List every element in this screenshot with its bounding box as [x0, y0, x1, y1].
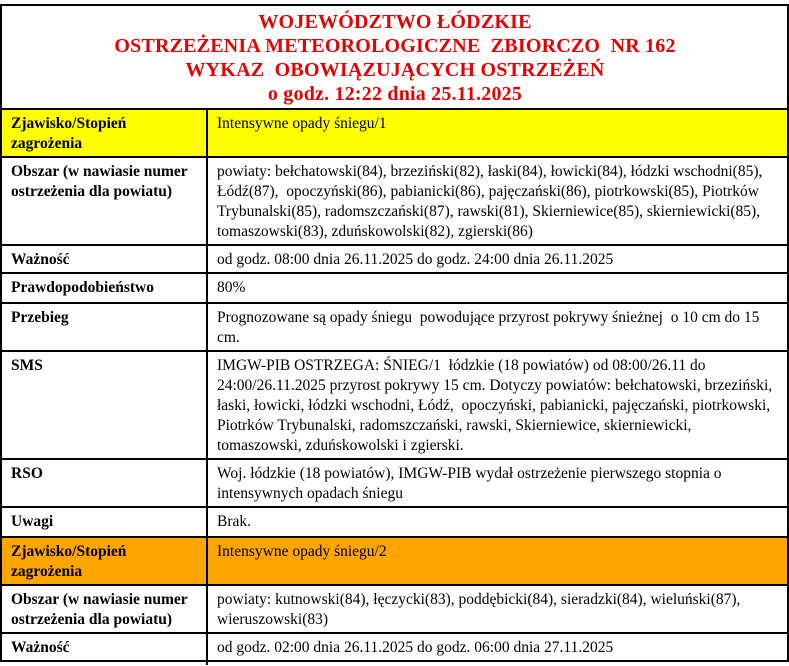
label-sms-1: SMS	[1, 351, 207, 459]
column-divider-stub	[206, 662, 208, 665]
bulletin-title-region: WOJEWÓDZTWO ŁÓDZKIE	[258, 11, 532, 33]
bulletin-title-cell	[1, 5, 788, 109]
value-course-1: Prognozowane są opady śniegu powodujące przyrost pokrywy śnieżnej o 10 cm do 15 cm.	[207, 303, 788, 351]
row-phenomenon-level2	[1, 537, 788, 585]
label-area-2: Obszar (w nawiasie numer ostrzeżenia dla powiatu)	[1, 585, 207, 633]
bulletin-title-subject: WYKAZ OBOWIĄZUJĄCYCH OSTRZEŻEŃ	[185, 59, 605, 81]
row-area-2	[1, 585, 788, 633]
label-phenomenon-2: Zjawisko/Stopień zagrożenia	[1, 537, 207, 585]
value-remarks-1: Brak.	[207, 507, 788, 537]
next-row-sliver	[0, 662, 789, 666]
row-rso-1	[1, 459, 788, 507]
row-sms-1	[1, 351, 788, 459]
value-area-2: powiaty: kutnowski(84), łęczycki(83), poddębicki(84), sieradzki(84), wieluński(87), wieruszowski(83)	[207, 585, 788, 633]
label-validity-1: Ważność	[1, 245, 207, 273]
label-rso-1: RSO	[1, 459, 207, 507]
label-validity-2: Ważność	[1, 633, 207, 661]
bulletin-title-number: OSTRZEŻENIA METEOROLOGICZNE ZBIORCZO NR 162	[114, 35, 676, 57]
row-probability-1	[1, 273, 788, 303]
value-probability-1: 80%	[207, 273, 788, 303]
bulletin-title-datetime: o godz. 12:22 dnia 25.11.2025	[267, 83, 523, 105]
value-phenomenon-2: Intensywne opady śniegu/2	[207, 537, 788, 585]
row-validity-1	[1, 245, 788, 273]
value-phenomenon-1: Intensywne opady śniegu/1	[207, 109, 788, 157]
label-phenomenon-1: Zjawisko/Stopień zagrożenia	[1, 109, 207, 157]
value-validity-1: od godz. 08:00 dnia 26.11.2025 do godz. 24:00 dnia 26.11.2025	[207, 245, 788, 273]
bulletin-title-row	[1, 5, 788, 109]
label-area-1: Obszar (w nawiasie numer ostrzeżenia dla powiatu)	[1, 157, 207, 245]
row-validity-2	[1, 633, 788, 661]
warnings-table	[0, 4, 789, 662]
value-rso-1: Woj. łódzkie (18 powiatów), IMGW-PIB wydał ostrzeżenie pierwszego stopnia o intensywnych opadach śniegu	[207, 459, 788, 507]
row-phenomenon-level1	[1, 109, 788, 157]
label-remarks-1: Uwagi	[1, 507, 207, 537]
label-course-1: Przebieg	[1, 303, 207, 351]
value-sms-1: IMGW-PIB OSTRZEGA: ŚNIEG/1 łódzkie (18 powiatów) od 08:00/26.11 do 24:00/26.11.2025 przyrost pokrywy 15 cm. Dotyczy powiatów: bełchatowski, brzeziński, łaski, łowicki, łódzki wschodni, Łódź, opoczyński, pabianicki, pajęczański, piotrkowski, Piotrków Trybunalski, radomszczański, rawski, Skierniewice, skierniewicki, tomaszowski, zduńskowolski i zgierski.	[207, 351, 788, 459]
row-course-1	[1, 303, 788, 351]
label-probability-1: Prawdopodobieństwo	[1, 273, 207, 303]
value-validity-2: od godz. 02:00 dnia 26.11.2025 do godz. 06:00 dnia 27.11.2025	[207, 633, 788, 661]
value-area-1: powiaty: bełchatowski(84), brzeziński(82), łaski(84), łowicki(84), łódzki wschodni(85), Łódź(87), opoczyński(86), pabianicki(86), pajęczański(86), piotrkowski(85), Piotrków Trybunalski(85), radomszczański(87), rawski(81), Skierniewice(85), skierniewicki(85), tomaszowski(83), zduńskowolski(82), zgierski(86)	[207, 157, 788, 245]
row-remarks-1	[1, 507, 788, 537]
row-area-1	[1, 157, 788, 245]
